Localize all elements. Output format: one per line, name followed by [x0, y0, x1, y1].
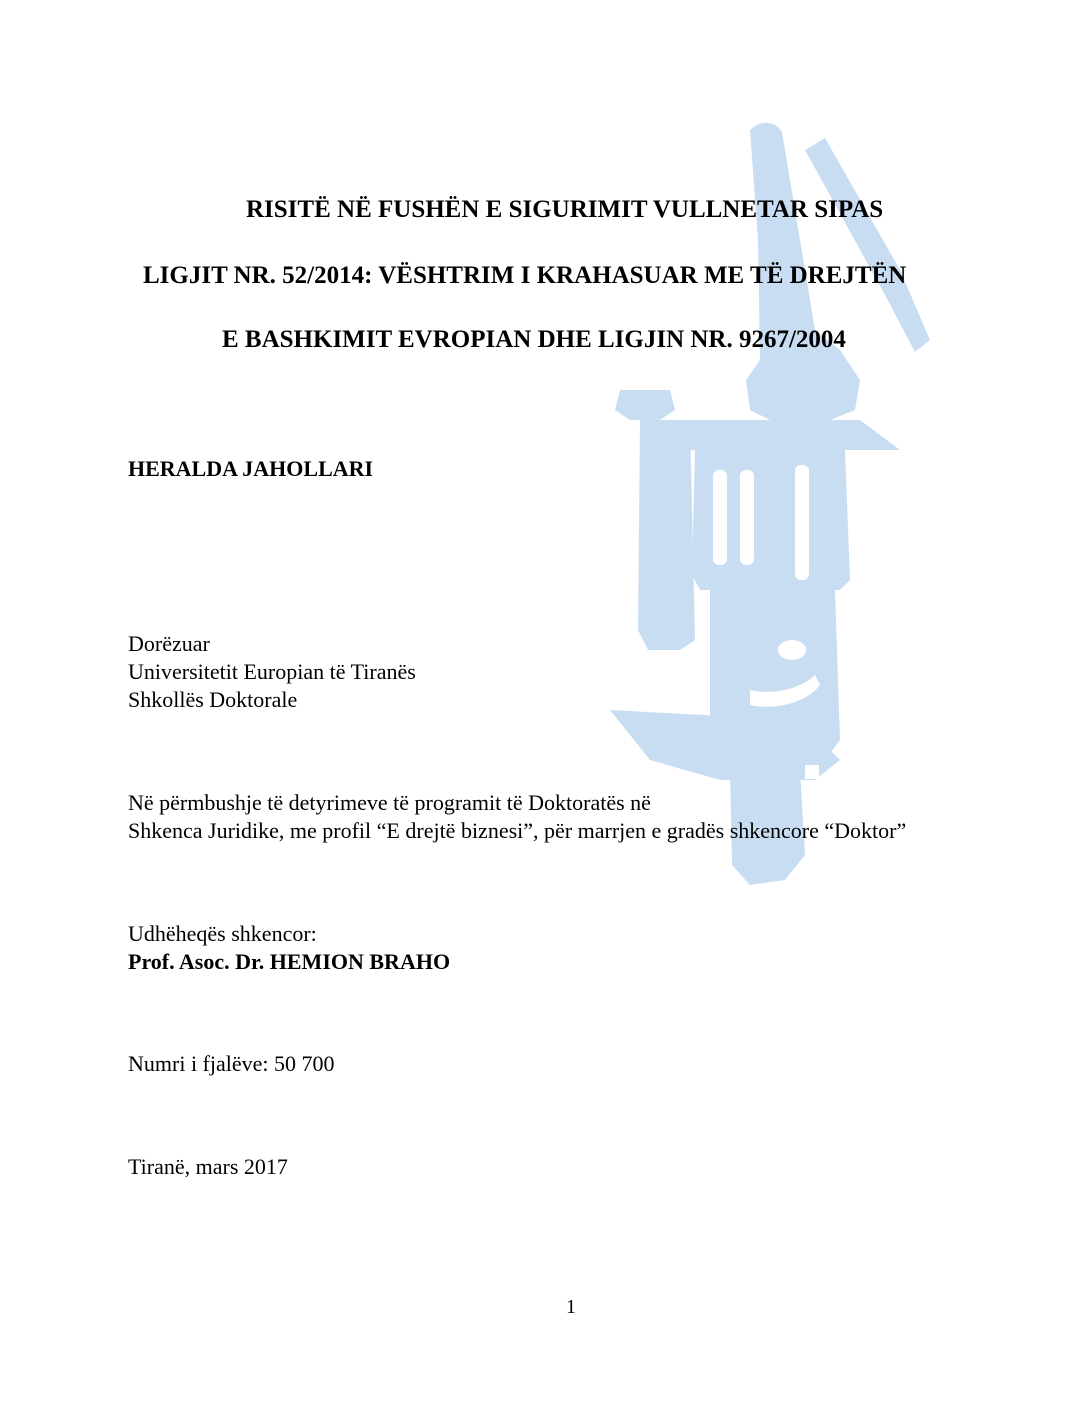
institution-name: Universitetit Europian të Tiranës: [128, 659, 416, 684]
supervisor-block: [128, 920, 450, 976]
supervisor-name: Prof. Asoc. Dr. HEMION BRAHO: [128, 949, 451, 974]
word-count: Numri i fjalëve: 50 700: [128, 1051, 335, 1076]
submitted-label: Dorëzuar: [128, 631, 210, 656]
supervisor-label: Udhëheqës shkencor:: [128, 921, 317, 946]
thesis-title-line-2: LIGJIT NR. 52/2014: VËSHTRIM I KRAHASUAR ME TË DREJTËN: [143, 262, 907, 289]
page-number: 1: [566, 1296, 576, 1318]
thesis-title-line-3: E BASHKIMIT EVROPIAN DHE LIGJIN NR. 9267/2004: [222, 326, 846, 353]
submission-block: [128, 630, 416, 714]
fulfillment-block: [128, 789, 906, 845]
doctoral-school: Shkollës Doktorale: [128, 687, 298, 712]
author-name: HERALDA JAHOLLARI: [128, 456, 374, 481]
thesis-title-line-1: RISITË NË FUSHËN E SIGURIMIT VULLNETAR SIPAS: [246, 196, 884, 223]
place-date: Tiranë, mars 2017: [128, 1154, 288, 1179]
fulfillment-line-1: Në përmbushje të detyrimeve të programit të Doktoratës në: [128, 790, 651, 815]
fulfillment-line-2: Shkenca Juridike, me profil “E drejtë biznesi”, për marrjen e gradës shkencore “Doktor”: [128, 818, 907, 843]
